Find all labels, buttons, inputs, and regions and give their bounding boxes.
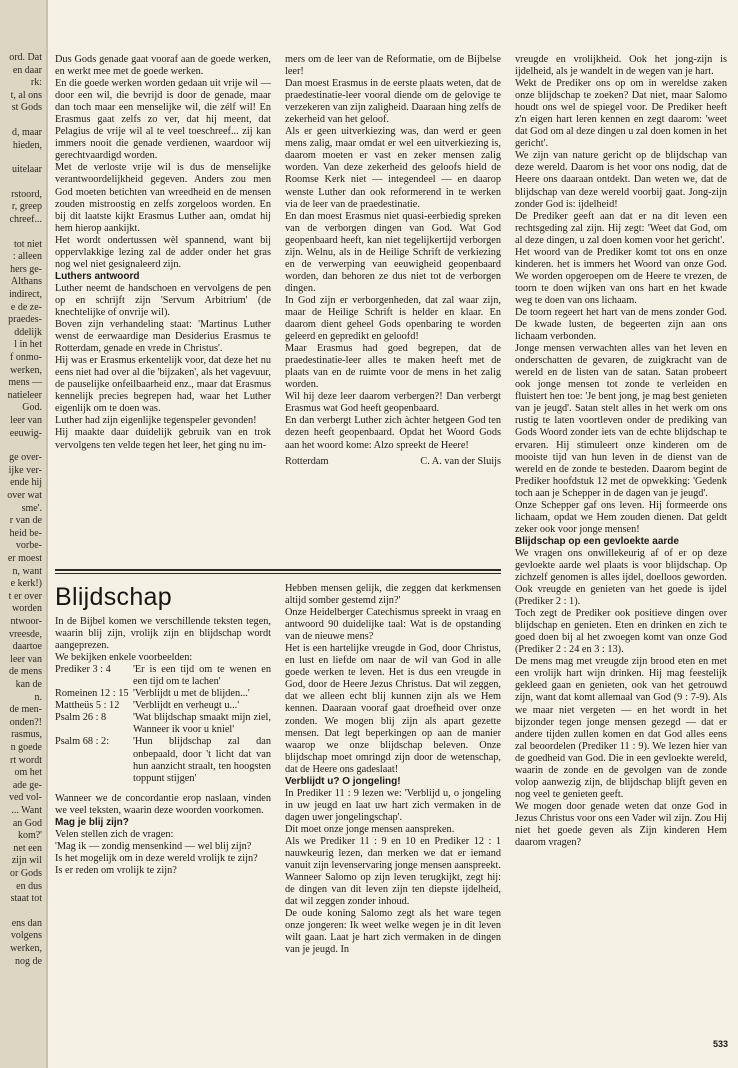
paragraph: Dit moet onze jonge mensen aanspreken. xyxy=(285,823,455,835)
paragraph: We mogen door genade weten dat onze God in Jezus Christus voor ons een Vader wil zijn. Zou Hij niet het goede geven als Zijn kinderen Hem daarom vragen? xyxy=(515,800,728,849)
paragraph: Is het mogelijk om in deze wereld vrolijk te zijn? xyxy=(55,852,258,864)
quote-text: 'Er is een tijd om te wenen en een tijd om te lachen' xyxy=(133,664,271,688)
previous-page-fragment: heid be- xyxy=(9,527,42,539)
paragraph: De toorn regeert het hart van de mens zonder God. De kwade lusten, de begeerten zijn aan ons lichaam verbonden. xyxy=(515,306,727,343)
previous-page-fragment: er moest xyxy=(7,553,42,564)
previous-page-fragment: ved vol- xyxy=(8,792,42,804)
previous-page-fragment: ... Want xyxy=(11,805,42,816)
previous-page-fragment: daartoe xyxy=(12,641,42,653)
previous-page-fragment: rt wordt xyxy=(10,754,42,766)
previous-page-fragment: sme'. xyxy=(21,502,42,514)
quote-ref: Mattheüs 5 : 12 xyxy=(55,700,120,712)
paragraph: Het woord van de Prediker komt tot ons en onze kinderen. het is immers het Woord van onze God. We worden opgeroepen om de Heere te vrezen, de toorn te doen wijken van ons hart en het kwade weg te doen van ons lichaam. xyxy=(515,246,727,306)
section-rule-thin xyxy=(55,573,501,574)
paragraph: Dan moest Erasmus in de eerste plaats weten, dat de praedestinatie-leer vooral diende om de gelovige te verzekeren van zijn zaligheid. Daaraan hing zelfs de zekerheid van het geloof. xyxy=(285,78,501,126)
previous-page-fragment: natieleer xyxy=(7,389,42,401)
previous-page-fragment: : alleen xyxy=(12,251,42,263)
paragraph: Luther neemt de handschoen en vervolgens de pen op en schrijft zijn 'Servum Arbitrium' (de knechtelijke of onvrije wil). xyxy=(55,282,271,318)
previous-page-fragment: indirect, xyxy=(8,289,42,300)
subheading: Blijdschap op een gevloekte aarde xyxy=(515,535,679,547)
quote-row xyxy=(55,688,271,700)
subheading: Luthers antwoord xyxy=(55,270,140,282)
previous-page-fragment: volgens xyxy=(10,930,42,942)
previous-page-fragment: f onmo- xyxy=(10,352,42,363)
quote-ref: Psalm 26 : 8 xyxy=(55,712,107,724)
previous-page-fragment: vorbe- xyxy=(15,540,42,552)
previous-page-fragment: net een xyxy=(13,842,42,854)
previous-page-fragment: hers ge- xyxy=(10,263,42,275)
previous-page-fragment: en daar xyxy=(12,64,42,76)
previous-page-fragment: zijn wil xyxy=(11,855,42,867)
subheading: Verblijdt u? O jongeling! xyxy=(285,775,401,787)
quote-row xyxy=(55,712,271,736)
quote-text: 'Verblijdt en verheugt u...' xyxy=(133,700,240,712)
previous-page-fragment: n. xyxy=(34,691,42,703)
paragraph: Onze Heidelberger Catechismus spreekt in vraag en antwoord 90 duidelijke taal: Wat is de opstanding van de nieuwe mens? xyxy=(285,607,501,643)
previous-page-fragment: rasmus, xyxy=(11,729,42,741)
paragraph: Met de verloste vrije wil is dus de menselijke verantwoordelijkheid gegeven. Anders zou men God moeten betichten van wreedheid en de mensen zouden mistroostig en zelfs zorgeloos worden. En bij dit laatste kijkt Erasmus Luther aan, omdat hij hem hierop aankijkt. xyxy=(55,162,271,234)
previous-page-fragment: onden?! xyxy=(9,716,42,728)
paragraph: Wil hij deze leer daarom verbergen?! Dan verbergt Erasmus wat God heeft geopenbaard. xyxy=(285,391,501,415)
previous-page-fragment: hieden, xyxy=(12,139,42,151)
paragraph: Hebben mensen gelijk, die zeggen dat kerkmensen altijd somber gestemd zijn?' xyxy=(285,583,501,607)
quote-ref: Psalm 68 : 2: xyxy=(55,736,110,748)
paragraph: En dan verbergt Luther zich àchter hetgeen God ten dezen heeft geopenbaard. Opdat het Woord Gods aan het woord kome: Alzo spreekt de Heere! xyxy=(285,415,501,451)
paragraph: Boven zijn verhandeling staat: 'Martinus Luther wenst de eerwaardige man Desiderius Erasmus te Rotterdam, genade en vrede in Christus'. xyxy=(55,319,271,355)
previous-page-fragment: st Gods xyxy=(11,102,42,114)
previous-page-fragment: ntwoor- xyxy=(10,616,42,627)
paragraph: Als er geen uitverkiezing was, dan werd er geen mens zalig, maar omdat er wel een uitverkiezing is, daarom moeten er vast en zeker mensen zalig worden. Van deze zekerheid des geloofs hield de Roomse Kerk niet — integendeel — en daarop wenste Luther dan ook reformerend in te werken via de leer van de praedestinatie. xyxy=(285,126,501,210)
paragraph: We bekijken enkele voorbeelden: xyxy=(55,652,193,664)
paragraph: mers om de leer van de Reformatie, om de Bijbelse leer! xyxy=(285,54,501,78)
previous-page-fragment: en dus xyxy=(16,880,42,892)
previous-page-fragment: ord. Dat xyxy=(9,52,42,63)
quote-text: 'Wat blijdschap smaakt mijn ziel, Wanneer ik voor u kniel' xyxy=(133,712,271,736)
previous-page-fragment: God. xyxy=(22,402,42,414)
article2-column-3 xyxy=(515,54,727,849)
previous-page-fragment: t, al ons xyxy=(10,89,42,101)
previous-page-fragment: kan de xyxy=(15,679,42,690)
previous-page-fragment: de mens xyxy=(8,666,42,678)
quote-text: 'Hun blijdschap zal dan onbepaald, door 't licht dat van hun aanzicht straalt, ten hoogsten toppunt stijgen' xyxy=(133,736,271,784)
paragraph: Velen stellen zich de vragen: xyxy=(55,828,174,840)
paragraph: Toch zegt de Prediker ook positieve dingen over blijdschap en genieten. Eten en drinken en zich te goed doen bij al het zwoegen komt van onze God (Prediker 2 : 24 en 3 : 13). xyxy=(515,608,727,656)
previous-page-fragment: rstoord, xyxy=(11,188,42,200)
previous-page-fragment: rk: xyxy=(30,77,42,89)
previous-page-fragment: uitelaar xyxy=(12,164,42,176)
signature-place: Rotterdam xyxy=(285,455,329,467)
previous-page-fragment: praedes- xyxy=(8,314,42,326)
paragraph: De Prediker geeft aan dat er na dit leven een rechtsgeding zal zijn. Hij zegt: 'Weet dat God, om al deze dingen, u zal doen komen voor het gericht'. xyxy=(515,210,727,246)
page-number: 533 xyxy=(712,1039,728,1049)
paragraph: 'Mag ik — zondig mensenkind — wel blij zijn? xyxy=(55,840,252,852)
quote-text: 'Verblijdt u met de blijden...' xyxy=(133,688,250,700)
previous-page-fragment: ade ge- xyxy=(12,779,42,791)
previous-page-fragment: ge over- xyxy=(9,452,42,464)
bible-quotes-table xyxy=(55,664,271,784)
paragraph: Onze Schepper gaf ons leven. Hij formeerde ons lichaam, opdat we Hem zouden dienen. Dat geldt zeker ook voor jonge mensen! xyxy=(515,499,727,535)
previous-page-fragment: chreef... xyxy=(9,214,42,225)
signature-author: C. A. van der Sluijs xyxy=(420,455,501,467)
quote-ref: Romeinen 12 : 15 xyxy=(55,688,129,700)
paragraph: En die goede werken worden gedaan uit vrije wil — door een wil, die bevrijd is door de genade, maar dan toch maar een menselijke wil, die zélf wil! En Erasmus gaat zelfs zo ver, dat hij meent, dat Pelagius de vrije wil al te veel toeschreef... zij kan immers nooit die genade verdienen, waardoor wij gerechtvaardigd worden. xyxy=(55,78,271,162)
previous-page-fragment: r van de xyxy=(9,515,42,527)
section-rule xyxy=(55,569,501,571)
previous-page-fragment: tot niet xyxy=(13,238,42,250)
paragraph: En dan moest Erasmus niet quasi-eerbiedig spreken van de verborgen dingen van God. Wat God geopenbaard heeft, kan niet tegelijkertijd verborgen zijn. Welnu, als in de Heilige Schrift de verkiezing en de verwerping van eeuwigheid geopenbaard worden, dan behoren ze dus niet tot de verborgen dingen. xyxy=(285,210,501,294)
article2-column-1 xyxy=(55,616,271,877)
paragraph: We zijn van nature gericht op de blijdschap van deze wereld. Daarom is het voor ons nodig, dat de Heere ons daaraan ontdekt. Dan weten we, dat de blijdschap van deze wereld voorbij gaat. Jong-zijn zonder God is: ijdelheid! xyxy=(515,150,727,210)
paragraph: De oude koning Salomo zegt als het ware tegen onze jongeren: Ik weet welke wegen je in dit leven wilt gaan. Laat je hart zich vermaken in de dingen van je jeugd. In xyxy=(285,908,501,956)
article1-column-1 xyxy=(55,54,271,452)
previous-page-fragment: an God xyxy=(12,817,42,829)
previous-page-fragment: or Gods xyxy=(10,868,42,879)
previous-page-fragment: e kerk!) xyxy=(10,578,42,590)
paragraph: vreugde en vrolijkheid. Ook het jong-zijn is ijdelheid, als je wandelt in de wegen van je hart. xyxy=(515,54,727,78)
quote-row xyxy=(55,664,271,688)
paragraph: Als we Prediker 11 : 9 en 10 en Prediker 12 : 1 nauwkeurig lezen, dan merken we dat er iemand vanuit zijn levenservaring jonge mensen aanspreekt. Wanneer Salomo op zijn leven terugkijkt, zegt hij: de dingen van dit leven zijn ten diepste ijdelheid, dat wil zeggen zonder inhoud. xyxy=(285,835,501,908)
paragraph: Maar Erasmus had goed begrepen, dat de praedestinatie-leer alles te maken heeft met de plaats van en de ruimte voor de mens in het zalig worden. xyxy=(285,343,501,391)
quote-row xyxy=(55,700,271,712)
quote-ref: Prediker 3 : 4 xyxy=(55,664,111,676)
previous-page-fragment: om het xyxy=(14,767,42,779)
paragraph: Het wordt ondertussen wèl spannend, want bij oppervlakkige lezing zal de adder onder het gras nog wel niet gesignaleerd zijn. xyxy=(55,234,271,270)
article2-title: Blijdschap xyxy=(55,583,172,611)
paragraph: De mens mag met vreugde zijn brood eten en met een vrolijk hart wijn drinken. Hij mag feestelijk gekleed gaan en genieten, ook van het getrouwd zijn, want dat komt allemaal van God (9 : 7-9). Als we maar niet vergeten — en het wordt in het bijzonder tegen jonge mensen gezegd — dat er andere tijden zullen komen en dat God alles eens zal beoordelen (Prediker 11 : 9). We lezen hier van de goedheid van God. Die in een gevloekte wereld, waarin de zonde en de gevolgen van de zonde volop aanwezig zijn, de blijdschap blijft geven en nog veel te genieten geeft. xyxy=(515,656,727,800)
previous-page-fragment: Althans xyxy=(10,276,42,288)
paragraph: Is er reden om vrolijk te zijn? xyxy=(55,864,177,876)
previous-page-fragment: leer van xyxy=(10,653,42,665)
previous-page-fragment: n goede xyxy=(10,742,42,753)
article2-column-2 xyxy=(285,583,501,956)
paragraph: Het is een hartelijke vreugde in God, door Christus, en lust en liefde om naar de wil van God in alle goede werken te leven. Het is dus een vreugde in God, door de Heere Jezus Christus. Dat wil zeggen, dat we alleen echt blij kunnen zijn als we Hem kennen. Daaraan vooraf gaat droefheid over onze zonden. We mogen blij zijn als apart gezette mensen. Dat legt beperkingen op aan de manier waarop we onze blijdschap beleven. Onze blijdschap moet omringd zijn door de wetenschap, dat de Heere ons gadeslaat! xyxy=(285,643,501,775)
paragraph: Hij maakte daar duidelijk gebruik van en trok vervolgens ten velde tegen het leer, het ging nu im- xyxy=(55,427,271,451)
previous-page-fragment: e de ze- xyxy=(10,301,42,313)
previous-page-fragment: mens — xyxy=(8,377,42,389)
previous-page-fragment: ende hij xyxy=(10,477,42,489)
paragraph: Hij was er Erasmus erkentelijk voor, dat deze het nu eens niet had over al die 'bijzaken', als het vagevuur, de pauselijke onfeilbaarheid enz., maar dat Erasmus kennelijk precies begrepen had, waar het Luther eigenlijk om te doen was. xyxy=(55,355,271,415)
previous-page-fragment: t er over xyxy=(8,590,42,602)
previous-page-fragment: d, maar xyxy=(12,127,42,138)
paragraph: In Prediker 11 : 9 lezen we: 'Verblijd u, o jongeling in uw jeugd en laat uw hart zich vermaken in de dagen uwer jongelingschap'. xyxy=(285,787,501,823)
previous-page-fragment: n, want xyxy=(12,565,42,577)
paragraph: We vragen ons onwillekeurig af of er op deze gevloekte aarde wel plaats is voor blijdschap. Op zichzelf genomen is alles ijdel, doelloos geworden. Ook vreugde en genieten van het goede is ijdel (Prediker 2 : 1). xyxy=(515,547,727,608)
previous-page-fragment: eeuwig- xyxy=(9,427,42,439)
paragraph: In de Bijbel komen we verschillende teksten tegen, waarin blij zijn, vrolijk zijn en blijdschap wordt aangeprezen. xyxy=(55,616,271,652)
paragraph: Luther had zijn eigenlijke tegenspeler gevonden! xyxy=(55,415,257,427)
previous-page-fragment: ddelijk xyxy=(14,326,42,338)
previous-page-fragment: r, greep xyxy=(11,201,42,213)
article1-column-2 xyxy=(285,54,501,468)
paragraph: Wekt de Prediker ons op om in wereldse zaken onze blijdschap te zoeken? Dat niet, maar Salomo houdt ons wel de spiegel voor. De Prediker heeft z'n eigen hart leren kennen en zegt daarom: 'weet dat God om al deze dingen u zal doen komen in het gericht'. xyxy=(515,78,727,150)
previous-page-fragment: vreesde, xyxy=(8,628,42,640)
previous-page-fragment: de men- xyxy=(9,704,42,716)
paragraph: Jonge mensen verwachten alles van het leven en onderschatten de gevaren, de zuigkracht van de wereld en de listen van de satan. Satan probeert ook jonge mensen tot zonde te verleiden en fluistert hen toe: 'Je bent jong, je mag best genieten van je jeugd'. Satan stelt alles in het werk om ons rustig te laten voortleven onder de prediking van Gods Woord zonder iets van de echte blijdschap te ervaren. Hij stimuleert onze kinderen om de mooiste tijd van hun leven in de dienst van de wereld en de zonde te besteden. Daarom begint de Prediker hoofdstuk 12 met de opwekking: 'Gedenk toch aan je Schepper in de dagen van je jeugd'. xyxy=(515,343,727,499)
previous-page-fragment: ijke ver- xyxy=(8,464,42,476)
previous-page-fragment: kom?' xyxy=(17,830,42,842)
previous-page-fragment: staat tot xyxy=(10,893,42,905)
previous-page-fragment: leer van xyxy=(10,415,42,426)
signature xyxy=(285,456,501,468)
previous-page-edge xyxy=(0,0,48,1068)
previous-page-fragment: over wat xyxy=(7,490,42,501)
previous-page-fragment: ens dan xyxy=(11,917,42,929)
previous-page-fragment: worden xyxy=(12,603,42,615)
previous-page-fragment: nog de xyxy=(15,955,42,967)
subheading: Mag je blij zijn? xyxy=(55,816,129,828)
paragraph: In God zijn er verborgenheden, dat zal waar zijn, maar de Heilige Schrift is helder en klaar. En daarom dient geheel Gods openbaring te worden geleerd en gepredikt en geloofd! xyxy=(285,294,501,343)
quote-row xyxy=(55,736,271,784)
magazine-page xyxy=(48,0,738,1068)
previous-page-fragment: werken, xyxy=(10,943,42,954)
paragraph: Dus Gods genade gaat vooraf aan de goede werken, en werkt mee met de goede werken. xyxy=(55,54,271,78)
previous-page-fragment: l in het xyxy=(14,339,42,351)
previous-page-fragment: werken, xyxy=(10,364,42,376)
paragraph: Wanneer we de concordantie erop naslaan, vinden we veel teksten, waarin deze woorden voorkomen. xyxy=(55,792,271,816)
